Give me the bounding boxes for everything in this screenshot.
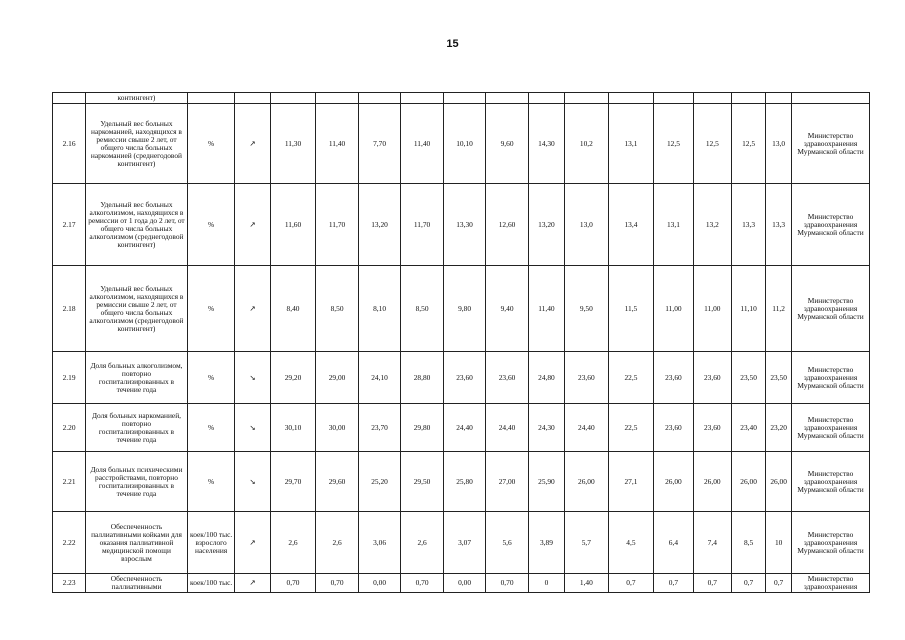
- cell-value: 0,7: [766, 574, 792, 593]
- cell-num: 2.18: [53, 266, 86, 352]
- trend-arrow-icon: ↗: [235, 104, 270, 184]
- cell-value: 26,00: [565, 452, 609, 512]
- cell-value: 13,3: [766, 184, 792, 266]
- cell-value: 23,60: [486, 352, 529, 404]
- table-row: [53, 404, 870, 452]
- cell-responsible: Министерство здравоохранения Мурманской области: [792, 352, 870, 404]
- cell-indicator-name: Доля больных психическими расстройствами, повторно госпитализированных в течение года: [86, 452, 188, 512]
- cell-value: [731, 93, 765, 104]
- cell-value: 11,2: [766, 266, 792, 352]
- page-number: 15: [446, 38, 459, 50]
- cell-value: 0,7: [731, 574, 765, 593]
- cell-value: [766, 93, 792, 104]
- table-row-continuation: [53, 93, 870, 104]
- cell-responsible: Министерство здравоохранения Мурманской области: [792, 452, 870, 512]
- cell-value: 3,07: [443, 512, 486, 574]
- cell-value: 13,0: [766, 104, 792, 184]
- cell-unit: %: [187, 104, 235, 184]
- cell-value: 0,7: [608, 574, 654, 593]
- cell-value: 10: [766, 512, 792, 574]
- cell-value: 7,4: [693, 512, 731, 574]
- cell-value: 9,40: [486, 266, 529, 352]
- cell-value: 24,10: [358, 352, 401, 404]
- cell-unit: %: [187, 452, 235, 512]
- cell-value: 0,70: [270, 574, 316, 593]
- cell-value: 1,40: [565, 574, 609, 593]
- cell-value: 24,40: [565, 404, 609, 452]
- cell-indicator-name: Обеспеченность паллиативными: [86, 574, 188, 593]
- cell-value: 23,60: [654, 404, 693, 452]
- trend-arrow-icon: ↘: [235, 352, 270, 404]
- cell-value: [565, 93, 609, 104]
- cell-value: 13,3: [731, 184, 765, 266]
- cell-value: 0,7: [693, 574, 731, 593]
- table-row: [53, 104, 870, 184]
- cell-unit: %: [187, 184, 235, 266]
- cell-num: 2.21: [53, 452, 86, 512]
- cell-value: 23,50: [766, 352, 792, 404]
- cell-responsible: Министерство здравоохранения Мурманской области: [792, 404, 870, 452]
- cell-value: [316, 93, 359, 104]
- cell-value: 23,60: [565, 352, 609, 404]
- table-row: [53, 266, 870, 352]
- cell-value: 8,5: [731, 512, 765, 574]
- cell-value: 9,50: [565, 266, 609, 352]
- cell-value: 29,60: [316, 452, 359, 512]
- cell-responsible: [792, 93, 870, 104]
- cell-value: 2,6: [401, 512, 444, 574]
- cell-value: 0,70: [316, 574, 359, 593]
- cell-responsible: Министерство здравоохранения: [792, 574, 870, 593]
- cell-value: 24,40: [443, 404, 486, 452]
- trend-arrow-icon: ↘: [235, 452, 270, 512]
- trend-arrow-icon: ↗: [235, 184, 270, 266]
- cell-indicator-name: Обеспеченность паллиативными койками для оказания паллиативной медицинской помощи взрослым: [86, 512, 188, 574]
- cell-value: 10,10: [443, 104, 486, 184]
- cell-value: [443, 93, 486, 104]
- cell-value: 26,00: [766, 452, 792, 512]
- cell-unit: коек/100 тыс.: [187, 574, 235, 593]
- cell-value: 0,00: [358, 574, 401, 593]
- cell-value: 25,80: [443, 452, 486, 512]
- cell-value: 11,00: [693, 266, 731, 352]
- cell-value: 29,00: [316, 352, 359, 404]
- cell-indicator-name: контингент): [86, 93, 188, 104]
- cell-value: [358, 93, 401, 104]
- cell-num: 2.19: [53, 352, 86, 404]
- cell-value: 24,30: [528, 404, 564, 452]
- table-row: [53, 352, 870, 404]
- cell-value: [608, 93, 654, 104]
- cell-indicator-name: Удельный вес больных алкоголизмом, находящихся в ремиссии от 1 года до 2 лет, от общего числа больных алкоголизмом (среднегодовой контингент): [86, 184, 188, 266]
- cell-value: [401, 93, 444, 104]
- trend-arrow-icon: ↗: [235, 574, 270, 593]
- cell-indicator-name: Доля больных алкоголизмом, повторно госпитализированных в течение года: [86, 352, 188, 404]
- cell-value: 7,70: [358, 104, 401, 184]
- cell-value: 28,80: [401, 352, 444, 404]
- cell-value: 5,7: [565, 512, 609, 574]
- cell-value: [270, 93, 316, 104]
- cell-value: 12,60: [486, 184, 529, 266]
- cell-value: 26,00: [654, 452, 693, 512]
- cell-value: 13,1: [654, 184, 693, 266]
- cell-value: 30,00: [316, 404, 359, 452]
- trend-arrow-icon: ↗: [235, 266, 270, 352]
- cell-value: 29,70: [270, 452, 316, 512]
- cell-value: 11,70: [316, 184, 359, 266]
- cell-value: 9,80: [443, 266, 486, 352]
- cell-value: 26,00: [693, 452, 731, 512]
- cell-value: 10,2: [565, 104, 609, 184]
- cell-trend: [235, 93, 270, 104]
- cell-responsible: Министерство здравоохранения Мурманской области: [792, 184, 870, 266]
- cell-value: 0,7: [654, 574, 693, 593]
- cell-unit: %: [187, 352, 235, 404]
- cell-value: [654, 93, 693, 104]
- table-row: [53, 574, 870, 593]
- cell-value: 23,60: [693, 352, 731, 404]
- cell-value: 13,0: [565, 184, 609, 266]
- cell-num: [53, 93, 86, 104]
- cell-num: 2.23: [53, 574, 86, 593]
- cell-indicator-name: Доля больных наркоманией, повторно госпитализированных в течение года: [86, 404, 188, 452]
- cell-value: 29,80: [401, 404, 444, 452]
- cell-value: 25,20: [358, 452, 401, 512]
- cell-value: 8,50: [316, 266, 359, 352]
- cell-value: 30,10: [270, 404, 316, 452]
- cell-value: 23,40: [731, 404, 765, 452]
- cell-value: 13,20: [528, 184, 564, 266]
- cell-value: 26,00: [731, 452, 765, 512]
- cell-unit: коек/100 тыс. взрослого населения: [187, 512, 235, 574]
- cell-value: 11,00: [654, 266, 693, 352]
- cell-value: 12,5: [693, 104, 731, 184]
- cell-value: [693, 93, 731, 104]
- cell-value: 3,06: [358, 512, 401, 574]
- cell-value: 23,60: [654, 352, 693, 404]
- table-row: [53, 512, 870, 574]
- trend-arrow-icon: ↗: [235, 512, 270, 574]
- cell-value: 0,00: [443, 574, 486, 593]
- cell-value: 13,20: [358, 184, 401, 266]
- trend-arrow-icon: ↘: [235, 404, 270, 452]
- cell-value: 9,60: [486, 104, 529, 184]
- cell-value: 23,60: [693, 404, 731, 452]
- cell-value: 11,40: [528, 266, 564, 352]
- cell-value: 29,20: [270, 352, 316, 404]
- cell-value: 5,6: [486, 512, 529, 574]
- cell-value: 27,00: [486, 452, 529, 512]
- cell-value: 23,50: [731, 352, 765, 404]
- cell-value: 11,30: [270, 104, 316, 184]
- table-row: [53, 452, 870, 512]
- cell-value: 23,20: [766, 404, 792, 452]
- cell-value: 11,10: [731, 266, 765, 352]
- cell-value: 13,1: [608, 104, 654, 184]
- cell-value: 29,50: [401, 452, 444, 512]
- cell-unit: %: [187, 404, 235, 452]
- cell-value: 23,60: [443, 352, 486, 404]
- cell-value: 22,5: [608, 404, 654, 452]
- cell-value: 8,40: [270, 266, 316, 352]
- cell-value: 11,60: [270, 184, 316, 266]
- cell-value: 0: [528, 574, 564, 593]
- indicator-table: [52, 92, 870, 593]
- cell-value: 11,40: [316, 104, 359, 184]
- cell-value: [486, 93, 529, 104]
- cell-value: 13,2: [693, 184, 731, 266]
- cell-indicator-name: Удельный вес больных наркоманией, находящихся в ремиссии свыше 2 лет, от общего числа больных наркоманией (среднегодовой контингент): [86, 104, 188, 184]
- cell-value: 13,4: [608, 184, 654, 266]
- cell-value: 22,5: [608, 352, 654, 404]
- cell-value: 12,5: [654, 104, 693, 184]
- cell-num: 2.20: [53, 404, 86, 452]
- cell-value: 6,4: [654, 512, 693, 574]
- cell-responsible: Министерство здравоохранения Мурманской области: [792, 266, 870, 352]
- cell-responsible: Министерство здравоохранения Мурманской области: [792, 104, 870, 184]
- cell-value: 14,30: [528, 104, 564, 184]
- cell-unit: [187, 93, 235, 104]
- cell-value: 12,5: [731, 104, 765, 184]
- cell-value: 11,70: [401, 184, 444, 266]
- cell-value: 2,6: [316, 512, 359, 574]
- table-row: [53, 184, 870, 266]
- cell-value: 8,10: [358, 266, 401, 352]
- cell-value: 4,5: [608, 512, 654, 574]
- cell-num: 2.16: [53, 104, 86, 184]
- cell-value: 3,89: [528, 512, 564, 574]
- cell-value: 27,1: [608, 452, 654, 512]
- cell-value: [528, 93, 564, 104]
- cell-num: 2.17: [53, 184, 86, 266]
- cell-value: 11,5: [608, 266, 654, 352]
- cell-value: 13,30: [443, 184, 486, 266]
- cell-value: 8,50: [401, 266, 444, 352]
- cell-unit: %: [187, 266, 235, 352]
- cell-value: 24,80: [528, 352, 564, 404]
- cell-value: 23,70: [358, 404, 401, 452]
- cell-indicator-name: Удельный вес больных алкоголизмом, находящихся в ремиссии свыше 2 лет, от общего числа больных алкоголизмом (среднегодовой контингент): [86, 266, 188, 352]
- cell-value: 0,70: [486, 574, 529, 593]
- cell-value: 24,40: [486, 404, 529, 452]
- cell-value: 25,90: [528, 452, 564, 512]
- cell-value: 11,40: [401, 104, 444, 184]
- cell-num: 2.22: [53, 512, 86, 574]
- cell-value: 2,6: [270, 512, 316, 574]
- cell-responsible: Министерство здравоохранения Мурманской области: [792, 512, 870, 574]
- cell-value: 0,70: [401, 574, 444, 593]
